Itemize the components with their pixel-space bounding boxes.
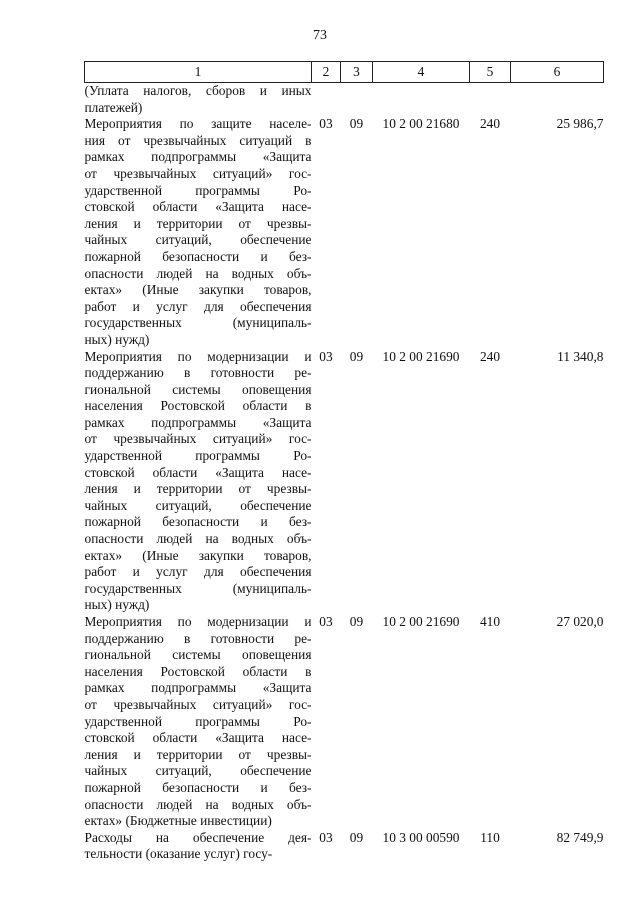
table-row xyxy=(85,83,604,117)
row-name-line: стовской области «Защита насе- xyxy=(84,730,312,746)
table-row xyxy=(85,349,604,615)
row-section-code xyxy=(312,83,341,117)
row-name-line: работ и услуг для обеспечения xyxy=(84,298,312,314)
row-subsection-code: 09 xyxy=(349,116,364,132)
row-name-line: чайных ситуаций, обеспечение xyxy=(84,763,312,779)
column-header-expense-type: 5 xyxy=(470,62,511,83)
row-amount xyxy=(511,83,604,117)
row-amount: 27 020,0 xyxy=(556,614,604,629)
row-expense-type: 410 xyxy=(479,614,501,629)
row-section-code: 03 xyxy=(319,614,333,629)
row-name-line: от чрезвычайных ситуаций» гос- xyxy=(84,431,312,447)
row-name-line: Мероприятия по защите населе- xyxy=(84,116,312,132)
row-expense-type xyxy=(470,83,511,117)
row-name-line: ления и территории от чрезвы- xyxy=(84,746,312,762)
table-header-row xyxy=(85,62,604,83)
column-header-target-code: 4 xyxy=(373,62,470,83)
row-name-line: тельности (оказание услуг) госу- xyxy=(84,846,273,862)
row-name-line: от чрезвычайных ситуаций» гос- xyxy=(84,696,312,712)
row-name-line: государственных (муниципаль- xyxy=(84,580,312,596)
row-subsection-code: 09 xyxy=(349,348,364,364)
row-expense-type: 240 xyxy=(479,116,501,132)
row-name-cell xyxy=(85,830,312,863)
row-name-line: опасности людей на водных объ- xyxy=(84,265,312,281)
row-name-line: стовской области «Защита насе- xyxy=(84,464,312,480)
table-row xyxy=(85,116,604,348)
row-name-line: населения Ростовской области в xyxy=(84,398,312,414)
row-name-line: поддержанию в готовности ре- xyxy=(84,630,312,646)
row-name-line: Расходы на обеспечение дея- xyxy=(84,829,312,845)
row-name-line: ных) нужд) xyxy=(84,331,150,347)
row-name-line: ударственной программы Ро- xyxy=(84,448,312,464)
row-target-code: 10 3 00 00590 xyxy=(382,829,460,845)
row-name-line: ния от чрезвычайных ситуаций в xyxy=(84,132,312,148)
row-target-code: 10 2 00 21680 xyxy=(382,116,460,132)
page-number: 73 xyxy=(313,28,327,43)
row-name-line: ления и территории от чрезвы- xyxy=(84,215,312,231)
row-name-line: пожарной безопасности и без- xyxy=(84,248,312,264)
row-amount: 82 749,9 xyxy=(556,829,604,845)
row-expense-type: 240 xyxy=(479,348,501,364)
row-name-line: стовской области «Защита насе- xyxy=(84,199,312,215)
column-header-amount: 6 xyxy=(511,62,604,83)
row-name-cell xyxy=(85,83,312,117)
table-row xyxy=(85,830,604,863)
row-target-code xyxy=(373,83,470,117)
column-header-section: 2 xyxy=(312,62,341,83)
row-name-line: ектах» (Иные закупки товаров, xyxy=(84,547,312,563)
row-name-line: (Уплата налогов, сборов и иных xyxy=(84,83,312,98)
column-header-name: 1 xyxy=(85,62,312,83)
column-header-subsection: 3 xyxy=(341,62,373,83)
row-name-line: ления и территории от чрезвы- xyxy=(84,481,312,497)
row-name-cell xyxy=(85,349,312,615)
row-subsection-code: 09 xyxy=(349,614,364,629)
row-name-line: поддержанию в готовности ре- xyxy=(84,365,312,381)
row-section-code: 03 xyxy=(319,116,333,132)
row-expense-type: 110 xyxy=(480,829,500,845)
row-name-line: ектах» (Бюджетные инвестиции) xyxy=(84,813,272,829)
row-subsection-code: 09 xyxy=(349,829,364,845)
row-amount: 25 986,7 xyxy=(556,116,604,132)
row-name-line: от чрезвычайных ситуаций» гос- xyxy=(84,165,312,181)
row-target-code: 10 2 00 21690 xyxy=(382,348,460,364)
row-name-line: опасности людей на водных объ- xyxy=(84,796,312,812)
row-name-line: Мероприятия по модернизации и xyxy=(84,614,312,629)
row-target-code: 10 2 00 21690 xyxy=(382,614,460,629)
row-amount: 11 340,8 xyxy=(557,348,604,364)
row-name-cell xyxy=(85,614,312,830)
row-name-line: рамках подпрограммы «Защита xyxy=(84,414,312,430)
row-subsection-code xyxy=(341,83,373,117)
table-row xyxy=(85,614,604,830)
row-name-line: пожарной безопасности и без- xyxy=(84,514,312,530)
row-name-line: населения Ростовской области в xyxy=(84,663,312,679)
row-name-line: Мероприятия по модернизации и xyxy=(84,348,312,364)
row-name-line: ных) нужд) xyxy=(84,597,150,613)
row-name-line: опасности людей на водных объ- xyxy=(84,531,312,547)
row-name-line: государственных (муниципаль- xyxy=(84,315,312,331)
row-name-line: чайных ситуаций, обеспечение xyxy=(84,232,312,248)
row-section-code: 03 xyxy=(319,829,333,845)
row-name-line: работ и услуг для обеспечения xyxy=(84,564,312,580)
row-name-line: рамках подпрограммы «Защита xyxy=(84,149,312,165)
row-name-line: гиональной системы оповещения xyxy=(84,647,312,663)
row-name-line: гиональной системы оповещения xyxy=(84,381,312,397)
row-name-line: чайных ситуаций, обеспечение xyxy=(84,497,312,513)
row-name-line: платежей) xyxy=(84,99,143,115)
row-name-line: ударственной программы Ро- xyxy=(84,182,312,198)
row-name-line: ектах» (Иные закупки товаров, xyxy=(84,282,312,298)
row-name-line: рамках подпрограммы «Защита xyxy=(84,680,312,696)
row-name-line: ударственной программы Ро- xyxy=(84,713,312,729)
row-name-line: пожарной безопасности и без- xyxy=(84,779,312,795)
table-body xyxy=(85,83,604,863)
row-name-cell xyxy=(85,116,312,348)
row-section-code: 03 xyxy=(319,348,333,364)
budget-table xyxy=(84,61,604,863)
